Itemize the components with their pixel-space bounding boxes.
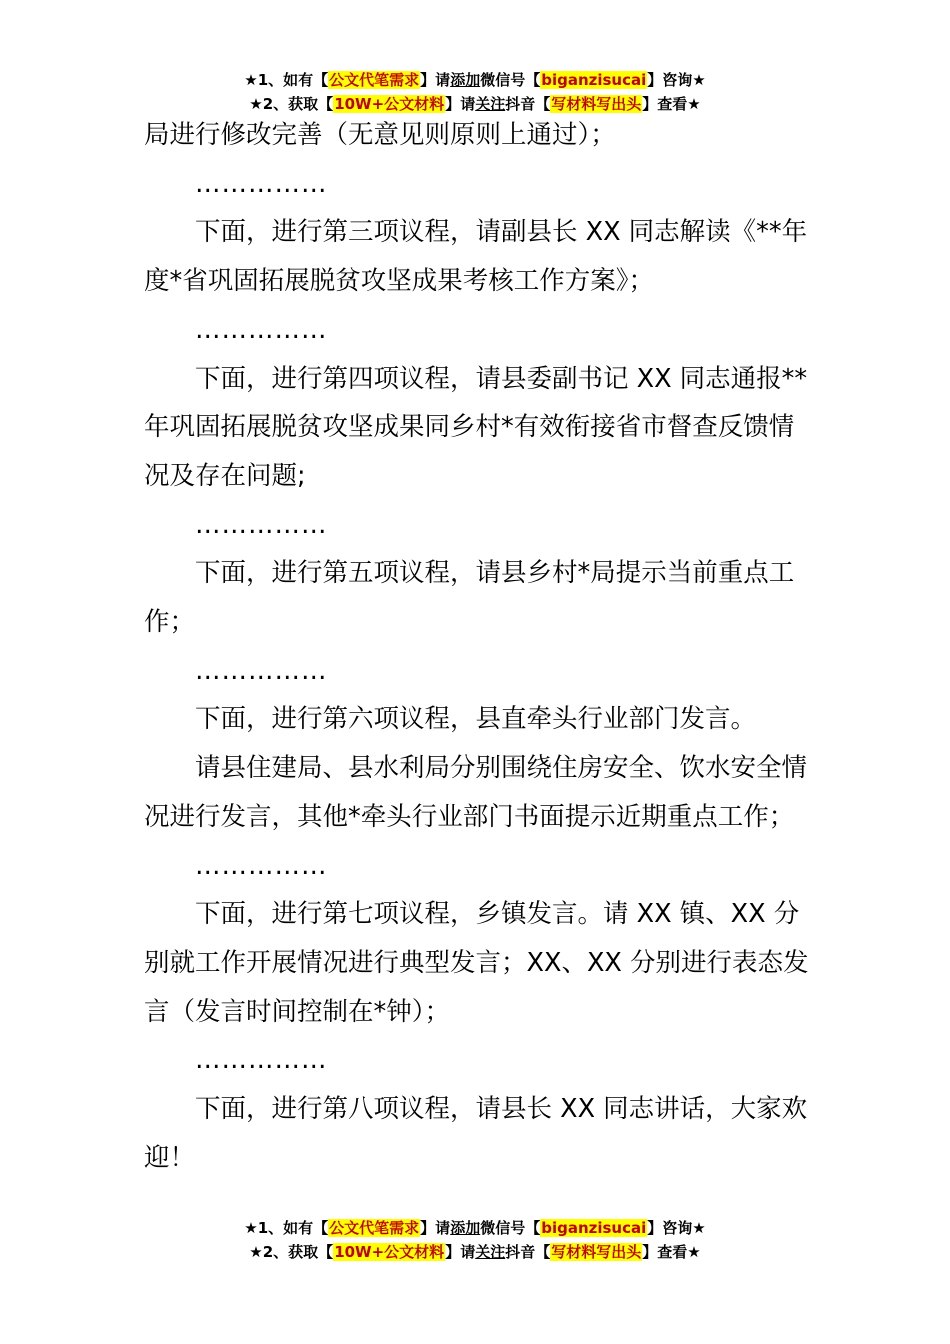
- highlight-service: 公文代笔需求: [329, 1219, 420, 1237]
- highlight-materials: 10W+公文材料: [334, 95, 445, 113]
- document-body: [144, 111, 812, 1182]
- banner-line-1: ★1、如有【公文代笔需求】请添加微信号【biganzisucai】咨询★: [244, 71, 706, 89]
- highlight-service: 公文代笔需求: [329, 71, 420, 89]
- paragraph: 请县住建局、县水利局分别围绕住房安全、饮水安全情况进行发言，其他*牵头行业部门书面提示近期重点工作；: [144, 753, 808, 832]
- paragraph: 下面，进行第七项议程，乡镇发言。请 XX 镇、XX 分别就工作开展情况进行典型发言；XX、XX 分别进行表态发言（发言时间控制在*钟）；: [144, 899, 809, 1027]
- paragraph: 局进行修改完善（无意见则原则上通过）；: [144, 120, 616, 150]
- banner-line-2: ★2、获取【10W+公文材料】请关注抖音【写材料写出头】查看★: [249, 95, 701, 113]
- header-banner: [0, 68, 950, 116]
- ellipsis-separator: ……………: [195, 850, 328, 881]
- highlight-douyin: 写材料写出头: [551, 95, 642, 113]
- ellipsis-separator: ……………: [195, 509, 328, 540]
- highlight-materials: 10W+公文材料: [334, 1243, 445, 1261]
- paragraph: 下面，进行第五项议程，请县乡村*局提示当前重点工作；: [144, 558, 795, 638]
- highlight-douyin: 写材料写出头: [551, 1243, 642, 1261]
- banner-line-1: ★1、如有【公文代笔需求】请添加微信号【biganzisucai】咨询★: [244, 1219, 706, 1237]
- ellipsis-separator: ……………: [195, 314, 328, 345]
- ellipsis-separator: ……………: [195, 655, 328, 686]
- paragraph: 下面，进行第六项议程，县直牵头行业部门发言。: [195, 704, 757, 735]
- highlight-wechat-id: biganzisucai: [541, 1219, 647, 1237]
- ellipsis-separator: ……………: [195, 168, 328, 199]
- paragraph: 下面，进行第三项议程，请副县长 XX 同志解读《**年度*省巩固拓展脱贫攻坚成果考核工作方案》；: [144, 217, 808, 297]
- ellipsis-separator: ……………: [195, 1045, 328, 1076]
- paragraph: 下面，进行第八项议程，请县长 XX 同志讲话，大家欢迎！: [144, 1094, 808, 1173]
- paragraph: 下面，进行第四项议程，请县委副书记 XX 同志通报**年巩固拓展脱贫攻坚成果同乡村*有效衔接省市督查反馈情况及存在问题;: [144, 363, 808, 491]
- footer-banner: [0, 1216, 950, 1264]
- banner-line-2: ★2、获取【10W+公文材料】请关注抖音【写材料写出头】查看★: [249, 1243, 701, 1261]
- highlight-wechat-id: biganzisucai: [541, 71, 647, 89]
